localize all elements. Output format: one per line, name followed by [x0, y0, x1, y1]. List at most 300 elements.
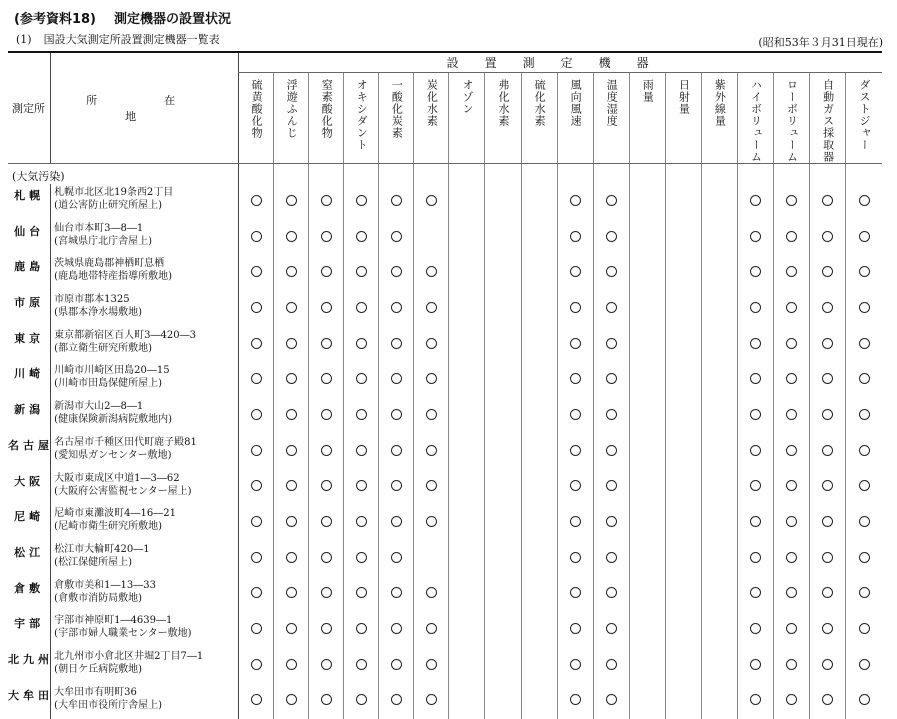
equipment-cell: [773, 255, 809, 291]
equipment-cell: [379, 684, 414, 719]
equipment-cell: [846, 577, 882, 613]
equipment-cell: [379, 362, 414, 398]
installed-mark-icon: [321, 266, 332, 277]
station-address-cell: [51, 291, 239, 327]
installed-mark-icon: [859, 516, 870, 527]
equipment-cell: [629, 648, 665, 684]
equipment-cell: [810, 612, 846, 648]
equipment-cell: [665, 684, 701, 719]
equipment-cell: [521, 220, 557, 256]
equipment-cell: [629, 684, 665, 719]
subtitle-text: 国設大気測定所設置測定機器一覧表: [43, 33, 220, 46]
installed-mark-icon: [822, 338, 833, 349]
installed-mark-icon: [822, 587, 833, 598]
table-row: [8, 291, 882, 327]
installed-mark-icon: [356, 195, 367, 206]
equipment-cell: [449, 505, 485, 541]
equipment-cell: [309, 648, 344, 684]
equipment-cell: [344, 505, 379, 541]
equipment-cell: [593, 434, 629, 470]
installed-mark-icon: [391, 516, 402, 527]
installed-mark-icon: [286, 445, 297, 456]
station-address-cell: [51, 648, 239, 684]
equipment-cell: [701, 291, 737, 327]
installed-mark-icon: [251, 694, 262, 705]
column-header: [274, 73, 309, 164]
installed-mark-icon: [570, 694, 581, 705]
equipment-cell: [309, 470, 344, 506]
station-address-note: (大阪府公害監視センター屋上): [54, 485, 192, 497]
installed-mark-icon: [321, 659, 332, 670]
installed-mark-icon: [786, 587, 797, 598]
station-name: 大牟田: [8, 688, 53, 702]
installed-mark-icon: [822, 195, 833, 206]
installed-mark-icon: [750, 445, 761, 456]
installed-mark-icon: [391, 445, 402, 456]
column-header-label: 窒素酸化物: [320, 79, 334, 139]
installed-mark-icon: [786, 266, 797, 277]
installed-mark-icon: [426, 373, 437, 384]
equipment-cell: [629, 505, 665, 541]
equipment-cell: [274, 291, 309, 327]
column-header: [593, 73, 629, 164]
equipment-cell: [379, 398, 414, 434]
equipment-cell: [737, 434, 773, 470]
column-header-label: 日射量: [677, 79, 691, 115]
equipment-cell: [701, 184, 737, 220]
station-name: 新潟: [14, 403, 45, 417]
equipment-cell: [239, 362, 274, 398]
equipment-cell: [810, 398, 846, 434]
station-address-cell: [51, 684, 239, 719]
installed-mark-icon: [391, 302, 402, 313]
table-row: [8, 434, 882, 470]
equipment-cell: [379, 327, 414, 363]
equipment-cell: [379, 220, 414, 256]
equipment-cell: [557, 291, 593, 327]
installed-mark-icon: [786, 409, 797, 420]
column-header: [379, 73, 414, 164]
station-address: 名古屋市千種区田代町鹿子殿81: [54, 436, 197, 448]
installed-mark-icon: [822, 373, 833, 384]
equipment-cell: [629, 327, 665, 363]
equipment-cell: [557, 541, 593, 577]
equipment-cell: [239, 470, 274, 506]
equipment-cell: [737, 684, 773, 719]
installed-mark-icon: [822, 445, 833, 456]
station-address: 新潟市大山2―8―1: [54, 401, 144, 413]
installed-mark-icon: [391, 195, 402, 206]
station-name: 札幌: [14, 189, 45, 202]
installed-mark-icon: [859, 445, 870, 456]
equipment-cell: [810, 684, 846, 719]
installed-mark-icon: [750, 373, 761, 384]
equipment-cell: [737, 327, 773, 363]
installed-mark-icon: [570, 195, 581, 206]
installed-mark-icon: [286, 373, 297, 384]
equipment-cell: [810, 220, 846, 256]
equipment-cell: [414, 434, 449, 470]
column-header: [773, 73, 809, 164]
equipment-cell: [810, 184, 846, 220]
equipment-cell: [810, 255, 846, 291]
installed-mark-icon: [286, 552, 297, 563]
equipment-cell: [449, 255, 485, 291]
equipment-cell: [309, 684, 344, 719]
equipment-cell: [485, 648, 521, 684]
equipment-cell: [773, 398, 809, 434]
equipment-cell: [773, 362, 809, 398]
equipment-cell: [344, 434, 379, 470]
equipment-cell: [344, 648, 379, 684]
installed-mark-icon: [391, 587, 402, 598]
installed-mark-icon: [321, 480, 332, 491]
equipment-cell: [665, 612, 701, 648]
station-address-note: (県郡本浄水場敷地): [54, 307, 142, 319]
installed-mark-icon: [321, 623, 332, 634]
equipment-cell: [309, 255, 344, 291]
equipment-cell: [449, 684, 485, 719]
column-header: [557, 73, 593, 164]
station-address-cell: [51, 505, 239, 541]
installed-mark-icon: [426, 587, 437, 598]
installed-mark-icon: [606, 623, 617, 634]
equipment-cell: [449, 327, 485, 363]
installed-mark-icon: [606, 587, 617, 598]
installed-mark-icon: [251, 516, 262, 527]
equipment-cell: [379, 470, 414, 506]
equipment-cell: [274, 577, 309, 613]
equipment-cell: [773, 470, 809, 506]
equipment-cell: [485, 434, 521, 470]
installed-mark-icon: [286, 231, 297, 242]
installed-mark-icon: [859, 409, 870, 420]
station-name: 北九州: [8, 652, 53, 666]
installed-mark-icon: [822, 516, 833, 527]
installed-mark-icon: [321, 552, 332, 563]
equipment-cell: [810, 505, 846, 541]
equipment-cell: [665, 291, 701, 327]
equipment-cell: [701, 577, 737, 613]
installed-mark-icon: [786, 694, 797, 705]
equipment-cell: [846, 184, 882, 220]
equipment-cell: [521, 434, 557, 470]
equipment-cell: [449, 541, 485, 577]
equipment-cell: [629, 434, 665, 470]
installed-mark-icon: [606, 409, 617, 420]
equipment-cell: [485, 291, 521, 327]
equipment-cell: [521, 541, 557, 577]
equipment-cell: [521, 612, 557, 648]
equipment-cell: [629, 184, 665, 220]
equipment-cell: [557, 362, 593, 398]
installed-mark-icon: [822, 231, 833, 242]
installed-mark-icon: [321, 338, 332, 349]
column-header: [309, 73, 344, 164]
installed-mark-icon: [426, 659, 437, 670]
equipment-cell: [737, 541, 773, 577]
equipment-group-header: 設置測定機器: [239, 52, 882, 73]
installed-mark-icon: [286, 266, 297, 277]
column-header: [485, 73, 521, 164]
equipment-cell: [309, 577, 344, 613]
equipment-cell: [414, 327, 449, 363]
installed-mark-icon: [822, 480, 833, 491]
station-address: 市原市郡本1325: [54, 294, 130, 306]
installed-mark-icon: [822, 659, 833, 670]
equipment-cell: [274, 541, 309, 577]
equipment-cell: [773, 505, 809, 541]
installed-mark-icon: [321, 231, 332, 242]
station-address-cell: [51, 612, 239, 648]
equipment-cell: [239, 684, 274, 719]
station-address: 東京都新宿区百人町3―420―3: [54, 329, 196, 341]
equipment-cell: [274, 505, 309, 541]
equipment-cell: [557, 470, 593, 506]
installed-mark-icon: [356, 480, 367, 491]
equipment-cell: [485, 220, 521, 256]
equipment-cell: [521, 291, 557, 327]
column-header: [521, 73, 557, 164]
equipment-cell: [629, 541, 665, 577]
title-text: 測定機器の設置状況: [113, 12, 231, 27]
as-of-date: (昭和53年３月31日現在): [758, 36, 883, 49]
table-row: [8, 612, 882, 648]
equipment-cell: [737, 505, 773, 541]
equipment-cell: [274, 434, 309, 470]
subtitle-number: (1): [16, 33, 32, 46]
equipment-cell: [414, 398, 449, 434]
equipment-cell: [737, 184, 773, 220]
installed-mark-icon: [286, 623, 297, 634]
equipment-cell: [665, 434, 701, 470]
station-address-note: (大牟田市役所庁舎屋上): [54, 699, 162, 711]
installed-mark-icon: [356, 373, 367, 384]
installed-mark-icon: [570, 373, 581, 384]
equipment-cell: [773, 434, 809, 470]
column-header-label: 風向風速: [569, 79, 583, 127]
column-header-label: オゾン: [460, 79, 474, 115]
equipment-cell: [701, 541, 737, 577]
station-name: 市原: [14, 296, 45, 310]
equipment-cell: [557, 398, 593, 434]
column-header-label: 紫外線量: [713, 79, 727, 127]
equipment-cell: [521, 577, 557, 613]
installed-mark-icon: [391, 409, 402, 420]
equipment-cell: [846, 327, 882, 363]
installed-mark-icon: [606, 516, 617, 527]
installed-mark-icon: [570, 480, 581, 491]
installed-mark-icon: [570, 516, 581, 527]
equipment-cell: [309, 291, 344, 327]
column-header: [344, 73, 379, 164]
station-address: 倉敷市美和1―13―33: [54, 579, 156, 591]
equipment-cell: [309, 327, 344, 363]
equipment-cell: [414, 684, 449, 719]
installed-mark-icon: [251, 480, 262, 491]
installed-mark-icon: [786, 373, 797, 384]
station-address-note: (尼崎市衛生研究所敷地): [54, 521, 162, 533]
equipment-cell: [810, 648, 846, 684]
installed-mark-icon: [786, 623, 797, 634]
equipment-cell: [414, 255, 449, 291]
equipment-cell: [773, 648, 809, 684]
equipment-cell: [701, 684, 737, 719]
column-header: [414, 73, 449, 164]
installed-mark-icon: [391, 623, 402, 634]
installed-mark-icon: [606, 231, 617, 242]
installed-mark-icon: [251, 659, 262, 670]
column-header-label: 硫化水素: [533, 79, 547, 127]
installed-mark-icon: [570, 587, 581, 598]
equipment-cell: [309, 612, 344, 648]
equipment-cell: [521, 398, 557, 434]
equipment-cell: [665, 327, 701, 363]
station-address-cell: [51, 577, 239, 613]
installed-mark-icon: [859, 373, 870, 384]
equipment-cell: [449, 612, 485, 648]
equipment-cell: [629, 220, 665, 256]
installed-mark-icon: [391, 338, 402, 349]
equipment-cell: [379, 434, 414, 470]
equipment-cell: [521, 184, 557, 220]
installed-mark-icon: [251, 587, 262, 598]
installed-mark-icon: [859, 623, 870, 634]
installed-mark-icon: [426, 623, 437, 634]
station-name: 鹿島: [14, 260, 45, 274]
station-address: 大阪市東成区中道1―3―62: [54, 472, 180, 484]
installed-mark-icon: [750, 195, 761, 206]
equipment-cell: [344, 362, 379, 398]
equipment-cell: [593, 184, 629, 220]
installed-mark-icon: [391, 266, 402, 277]
equipment-cell: [701, 327, 737, 363]
installed-mark-icon: [606, 266, 617, 277]
installed-mark-icon: [859, 587, 870, 598]
installed-mark-icon: [786, 516, 797, 527]
installed-mark-icon: [321, 195, 332, 206]
equipment-cell: [665, 541, 701, 577]
equipment-cell: [629, 291, 665, 327]
equipment-cell: [309, 398, 344, 434]
installed-mark-icon: [750, 231, 761, 242]
column-header-label: ダストジャー: [858, 79, 872, 151]
installed-mark-icon: [606, 373, 617, 384]
column-header-label: 炭化水素: [425, 79, 439, 127]
equipment-cell: [773, 184, 809, 220]
equipment-cell: [593, 470, 629, 506]
installed-mark-icon: [750, 659, 761, 670]
equipment-cell: [810, 362, 846, 398]
equipment-cell: [485, 505, 521, 541]
installed-mark-icon: [606, 659, 617, 670]
station-address-note: (健康保険新潟病院敷地内): [54, 414, 172, 426]
installed-mark-icon: [606, 694, 617, 705]
equipment-cell: [309, 362, 344, 398]
equipment-cell: [274, 470, 309, 506]
equipment-cell: [593, 362, 629, 398]
station-name: 名古屋: [8, 438, 53, 452]
equipment-cell: [846, 220, 882, 256]
installed-mark-icon: [321, 302, 332, 313]
installed-mark-icon: [391, 552, 402, 563]
installed-mark-icon: [286, 480, 297, 491]
column-header-label: 一酸化炭素: [390, 79, 404, 139]
station-address: 大牟田市有明町36: [54, 686, 137, 698]
station-address-note: (鹿島地帯特産指導所敷地): [54, 271, 172, 283]
equipment-cell: [274, 220, 309, 256]
installed-mark-icon: [426, 266, 437, 277]
equipment-cell: [414, 362, 449, 398]
installed-mark-icon: [356, 552, 367, 563]
table-row: [8, 470, 882, 506]
equipment-cell: [737, 220, 773, 256]
equipment-cell: [665, 398, 701, 434]
installed-mark-icon: [786, 552, 797, 563]
equipment-cell: [665, 505, 701, 541]
table-row: [8, 398, 882, 434]
installed-mark-icon: [251, 266, 262, 277]
equipment-cell: [593, 684, 629, 719]
equipment-cell: [309, 505, 344, 541]
station-address-note: (川崎市田島保健所屋上): [54, 378, 162, 390]
equipment-cell: [485, 184, 521, 220]
equipment-cell: [629, 612, 665, 648]
installed-mark-icon: [786, 195, 797, 206]
equipment-cell: [810, 577, 846, 613]
installed-mark-icon: [822, 302, 833, 313]
equipment-cell: [239, 327, 274, 363]
column-header: [629, 73, 665, 164]
installed-mark-icon: [321, 373, 332, 384]
equipment-cell: [846, 541, 882, 577]
column-header-label: オキシダント: [355, 79, 369, 151]
equipment-cell: [344, 684, 379, 719]
equipment-cell: [239, 398, 274, 434]
equipment-cell: [557, 612, 593, 648]
equipment-cell: [485, 541, 521, 577]
installed-mark-icon: [822, 409, 833, 420]
installed-mark-icon: [391, 659, 402, 670]
installed-mark-icon: [859, 195, 870, 206]
equipment-cell: [737, 255, 773, 291]
equipment-cell: [593, 648, 629, 684]
equipment-cell: [485, 398, 521, 434]
equipment-cell: [449, 220, 485, 256]
equipment-cell: [737, 648, 773, 684]
installed-mark-icon: [426, 445, 437, 456]
equipment-cell: [274, 327, 309, 363]
equipment-cell: [521, 684, 557, 719]
table-row: [8, 684, 882, 719]
installed-mark-icon: [606, 552, 617, 563]
equipment-cell: [485, 612, 521, 648]
installed-mark-icon: [750, 480, 761, 491]
equipment-cell: [274, 255, 309, 291]
equipment-cell: [449, 362, 485, 398]
equipment-cell: [701, 434, 737, 470]
station-address: 宇部市神原町1―4639―1: [54, 615, 173, 627]
table-row: [8, 184, 882, 220]
station-address-cell: [51, 220, 239, 256]
column-header: [239, 73, 274, 164]
equipment-cell: [379, 648, 414, 684]
equipment-cell: [665, 362, 701, 398]
table-row: [8, 327, 882, 363]
equipment-cell: [665, 577, 701, 613]
equipment-cell: [379, 184, 414, 220]
installed-mark-icon: [391, 373, 402, 384]
